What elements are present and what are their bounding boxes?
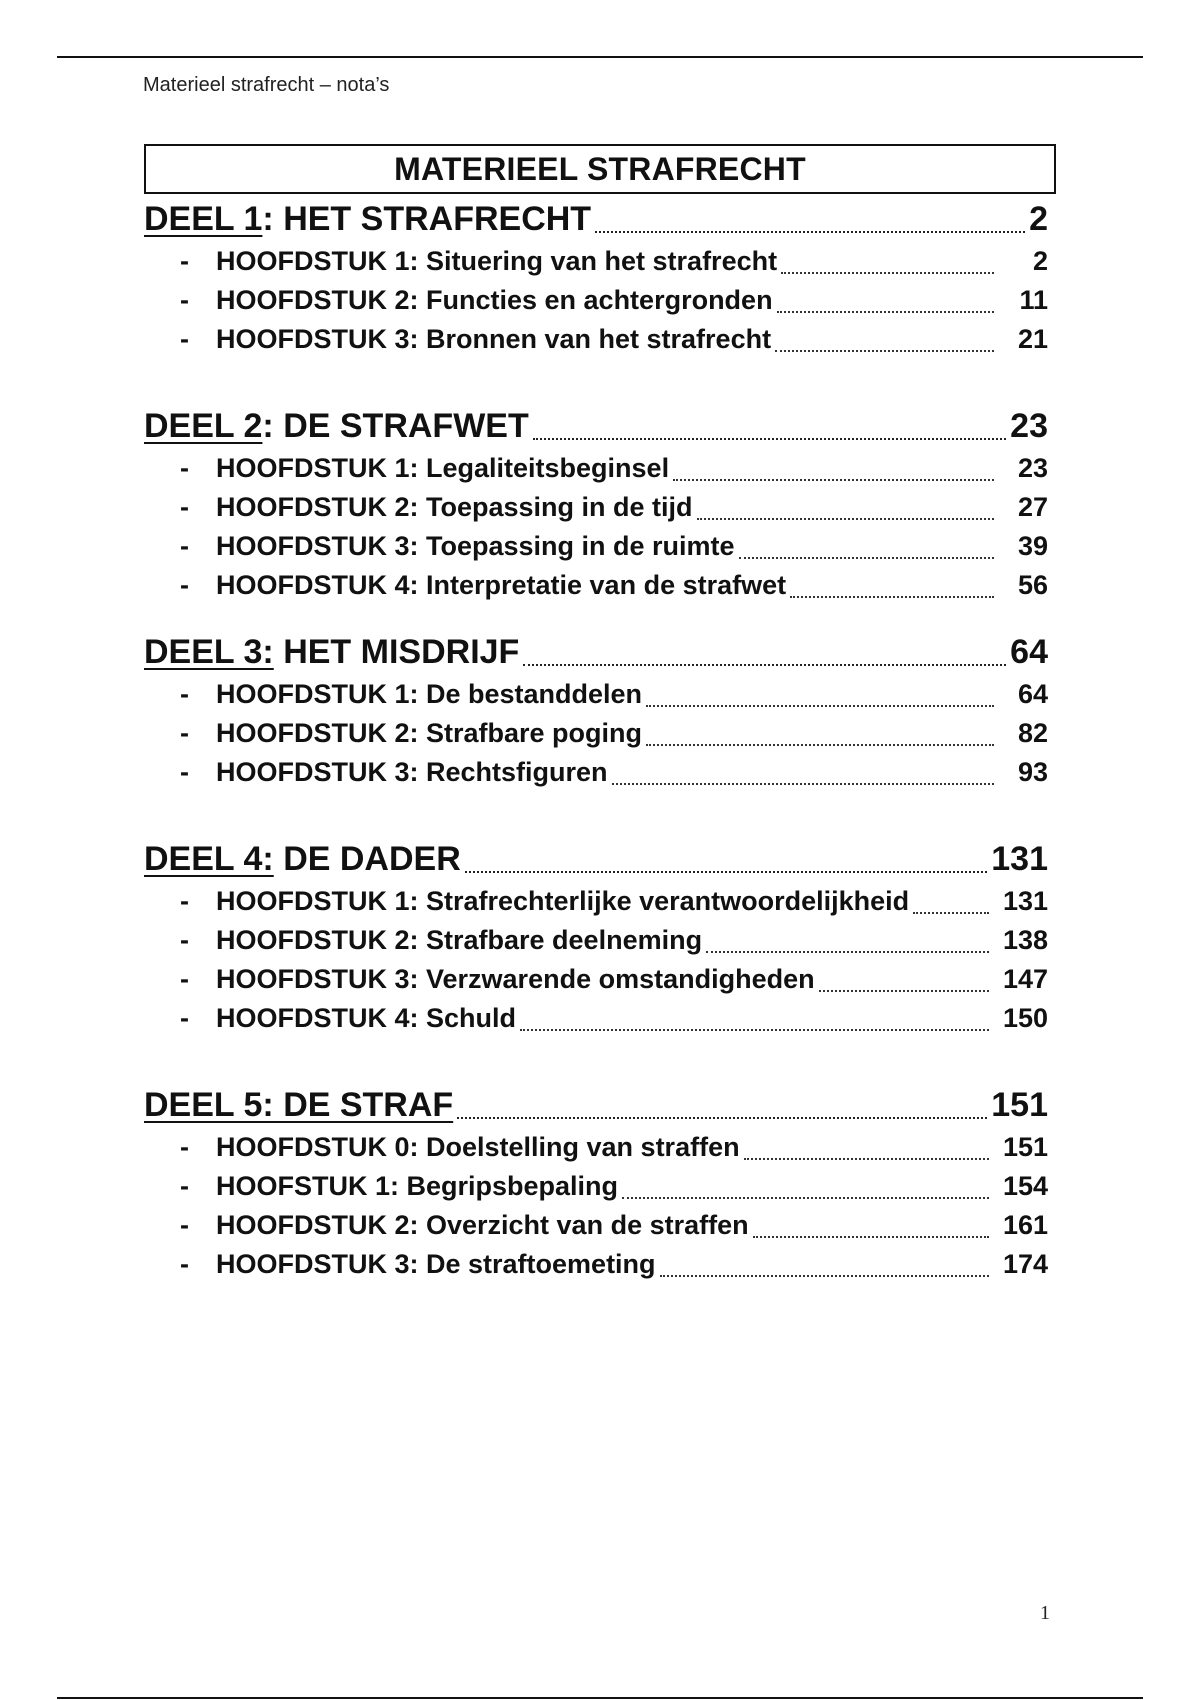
document-title: MATERIEEL STRAFRECHT bbox=[144, 144, 1056, 194]
chapter-page-number: 82 bbox=[1017, 718, 1048, 748]
chapter-label: HOOFDSTUK 3: Verzwarende omstandigheden bbox=[216, 964, 815, 994]
dot-leader bbox=[660, 1275, 989, 1277]
toc-part-row[interactable] bbox=[144, 836, 1054, 882]
chapter-page-number: 154 bbox=[1002, 1171, 1048, 1201]
list-dash: - bbox=[180, 1171, 189, 1201]
part-label-underlined: DEEL 1 bbox=[144, 200, 263, 238]
chapter-label: HOOFDSTUK 4: Schuld bbox=[216, 1003, 517, 1033]
dot-leader bbox=[622, 1197, 989, 1199]
list-dash: - bbox=[180, 246, 189, 276]
chapter-page-number: 151 bbox=[1002, 1132, 1048, 1162]
chapter-label: HOOFDSTUK 3: Bronnen van het strafrecht bbox=[216, 324, 772, 354]
list-dash: - bbox=[180, 1249, 189, 1279]
toc-chapter-row[interactable] bbox=[144, 488, 1054, 527]
chapter-page-number: 93 bbox=[1017, 757, 1048, 787]
chapter-label: HOOFDSTUK 2: Overzicht van de straffen bbox=[216, 1210, 749, 1240]
dot-leader bbox=[457, 1117, 987, 1119]
chapter-page-number: 138 bbox=[1002, 925, 1048, 955]
toc-chapter-row[interactable] bbox=[144, 921, 1054, 960]
chapter-page-number: 21 bbox=[1017, 324, 1048, 354]
part-label-rest: HET MISDRIJF bbox=[273, 633, 520, 671]
part-label-underlined: DEEL 2 bbox=[144, 407, 263, 445]
chapter-label: HOOFDSTUK 1: Legaliteitsbeginsel bbox=[216, 453, 670, 483]
toc-part-row[interactable] bbox=[144, 629, 1054, 675]
list-dash: - bbox=[180, 324, 189, 354]
toc-chapter-row[interactable] bbox=[144, 320, 1054, 359]
header-rule bbox=[57, 56, 1143, 58]
page-number: 1 bbox=[1040, 1602, 1050, 1624]
toc-chapter-row[interactable] bbox=[144, 1128, 1054, 1167]
toc-chapter-row[interactable] bbox=[144, 1245, 1054, 1284]
toc-chapter-row[interactable] bbox=[144, 281, 1054, 320]
chapter-label: HOOFDSTUK 3: Rechtsfiguren bbox=[216, 757, 608, 787]
part-label-rest: : DE STRAFWET bbox=[262, 407, 529, 445]
toc-part-row[interactable] bbox=[144, 196, 1054, 242]
part-label-underlined: DEEL 3: bbox=[144, 633, 274, 671]
list-dash: - bbox=[180, 718, 189, 748]
chapter-label: HOOFDSTUK 1: Situering van het strafrecht bbox=[216, 246, 778, 276]
dot-leader bbox=[595, 231, 1025, 233]
chapter-label: HOOFDSTUK 0: Doelstelling van straffen bbox=[216, 1132, 740, 1162]
chapter-page-number: 131 bbox=[1002, 886, 1048, 916]
chapter-page-number: 11 bbox=[1019, 285, 1048, 315]
chapter-page-number: 2 bbox=[1032, 246, 1048, 276]
part-page-number: 64 bbox=[1010, 633, 1048, 671]
chapter-page-number: 150 bbox=[1002, 1003, 1048, 1033]
list-dash: - bbox=[180, 679, 189, 709]
part-page-number: 151 bbox=[991, 1086, 1048, 1124]
dot-leader bbox=[646, 744, 994, 746]
part-label bbox=[144, 403, 529, 449]
list-dash: - bbox=[180, 964, 189, 994]
toc-chapter-row[interactable] bbox=[144, 449, 1054, 488]
part-page-number: 23 bbox=[1010, 407, 1048, 445]
dot-leader bbox=[913, 912, 989, 914]
part-label bbox=[144, 196, 591, 242]
chapter-label: HOOFDSTUK 3: Toepassing in de ruimte bbox=[216, 531, 735, 561]
chapter-label: HOOFDSTUK 2: Strafbare poging bbox=[216, 718, 643, 748]
list-dash: - bbox=[180, 1210, 189, 1240]
toc-chapter-row[interactable] bbox=[144, 753, 1054, 792]
toc-part-3 bbox=[144, 629, 1054, 792]
chapter-label: HOOFDSTUK 3: De straftoemeting bbox=[216, 1249, 656, 1279]
chapter-label: HOOFDSTUK 4: Interpretatie van de strafwet bbox=[216, 570, 787, 600]
toc-chapter-row[interactable] bbox=[144, 882, 1054, 921]
list-dash: - bbox=[180, 886, 189, 916]
toc-part-4 bbox=[144, 836, 1054, 1038]
dot-leader bbox=[465, 871, 987, 873]
part-label bbox=[144, 836, 461, 882]
list-dash: - bbox=[180, 453, 189, 483]
list-dash: - bbox=[180, 1132, 189, 1162]
toc-chapter-row[interactable] bbox=[144, 566, 1054, 605]
dot-leader bbox=[612, 783, 994, 785]
part-label-rest: DE DADER bbox=[273, 840, 461, 878]
toc-chapter-row[interactable] bbox=[144, 1167, 1054, 1206]
toc-part-row[interactable] bbox=[144, 403, 1054, 449]
chapter-label: HOOFDSTUK 2: Toepassing in de tijd bbox=[216, 492, 693, 522]
toc-part-row[interactable] bbox=[144, 1082, 1054, 1128]
part-label-rest: : HET STRAFRECHT bbox=[262, 200, 592, 238]
dot-leader bbox=[739, 557, 994, 559]
chapter-label: HOOFDSTUK 1: Strafrechterlijke verantwoordelijkheid bbox=[216, 886, 910, 916]
chapter-page-number: 161 bbox=[1002, 1210, 1048, 1240]
toc-chapter-row[interactable] bbox=[144, 714, 1054, 753]
chapter-label: HOOFDSTUK 2: Functies en achtergronden bbox=[216, 285, 773, 315]
list-dash: - bbox=[180, 570, 189, 600]
part-label bbox=[144, 1082, 453, 1128]
chapter-label: HOOFDSTUK 1: De bestanddelen bbox=[216, 679, 643, 709]
toc-part-1 bbox=[144, 196, 1054, 359]
dot-leader bbox=[781, 272, 994, 274]
chapter-page-number: 147 bbox=[1002, 964, 1048, 994]
chapter-label: HOOFDSTUK 2: Strafbare deelneming bbox=[216, 925, 703, 955]
chapter-page-number: 27 bbox=[1017, 492, 1048, 522]
dot-leader bbox=[775, 350, 994, 352]
footer-rule bbox=[57, 1697, 1143, 1699]
chapter-page-number: 56 bbox=[1017, 570, 1048, 600]
list-dash: - bbox=[180, 1003, 189, 1033]
chapter-page-number: 174 bbox=[1002, 1249, 1048, 1279]
chapter-page-number: 64 bbox=[1017, 679, 1048, 709]
list-dash: - bbox=[180, 531, 189, 561]
table-of-contents bbox=[144, 196, 1054, 1284]
dot-leader bbox=[706, 951, 989, 953]
dot-leader bbox=[697, 518, 994, 520]
part-page-number: 131 bbox=[991, 840, 1048, 878]
toc-part-2 bbox=[144, 403, 1054, 605]
list-dash: - bbox=[180, 757, 189, 787]
chapter-page-number: 23 bbox=[1017, 453, 1048, 483]
toc-part-5 bbox=[144, 1082, 1054, 1284]
toc-chapter-row[interactable] bbox=[144, 527, 1054, 566]
dot-leader bbox=[523, 664, 1006, 666]
dot-leader bbox=[520, 1029, 989, 1031]
toc-chapter-row[interactable] bbox=[144, 675, 1054, 714]
dot-leader bbox=[777, 311, 994, 313]
dot-leader bbox=[819, 990, 989, 992]
dot-leader bbox=[646, 705, 994, 707]
list-dash: - bbox=[180, 492, 189, 522]
part-page-number: 2 bbox=[1029, 200, 1048, 238]
dot-leader bbox=[753, 1236, 989, 1238]
toc-chapter-row[interactable] bbox=[144, 1206, 1054, 1245]
running-header: Materieel strafrecht – nota’s bbox=[143, 74, 390, 96]
dot-leader bbox=[673, 479, 994, 481]
toc-chapter-row[interactable] bbox=[144, 242, 1054, 281]
part-label-underlined: DEEL 4: bbox=[144, 840, 274, 878]
dot-leader bbox=[744, 1158, 989, 1160]
toc-chapter-row[interactable] bbox=[144, 960, 1054, 999]
part-label-underlined: DEEL 5: DE STRAF bbox=[144, 1086, 454, 1124]
dot-leader bbox=[790, 596, 994, 598]
list-dash: - bbox=[180, 925, 189, 955]
toc-chapter-row[interactable] bbox=[144, 999, 1054, 1038]
chapter-page-number: 39 bbox=[1017, 531, 1048, 561]
list-dash: - bbox=[180, 285, 189, 315]
chapter-label: HOOFSTUK 1: Begripsbepaling bbox=[216, 1171, 619, 1201]
part-label bbox=[144, 629, 519, 675]
dot-leader bbox=[533, 438, 1006, 440]
